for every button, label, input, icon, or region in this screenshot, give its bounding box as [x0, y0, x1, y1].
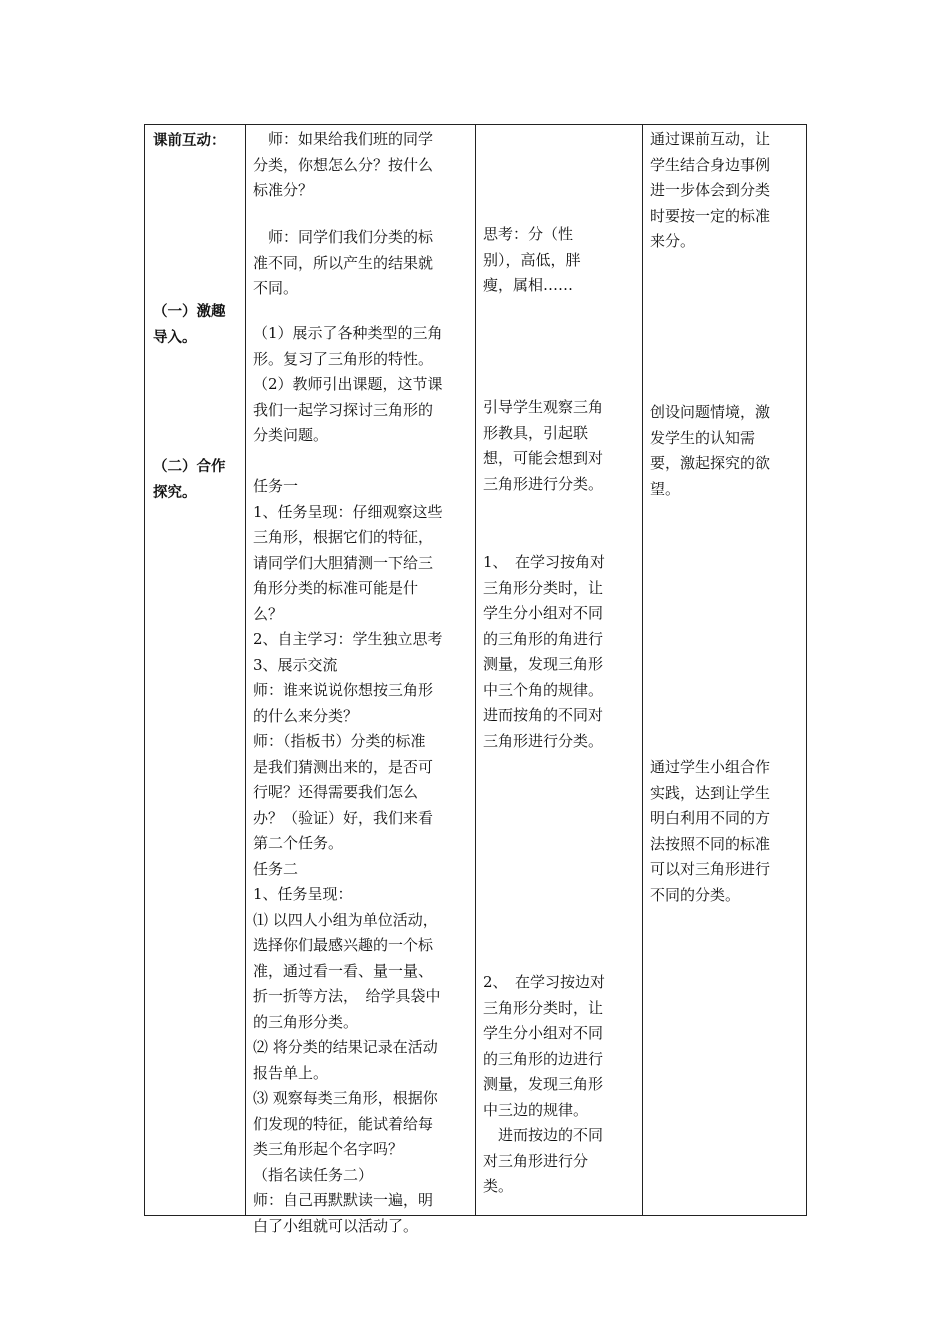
lesson-plan-table: [144, 124, 807, 1235]
stage-intro-label: 课前互动：: [153, 133, 226, 149]
text-line: 的三角形分类。: [253, 1012, 359, 1031]
text-line: 形教具，引起联: [483, 423, 589, 442]
column-divider: [245, 125, 246, 1215]
text-line: 三角形进行分类。: [483, 731, 604, 750]
teacher-question-block: [253, 127, 433, 204]
intent-interaction-block: [650, 127, 770, 255]
text-line: 准，通过看一看、量一量、: [253, 961, 434, 980]
text-line: 2、 在学习按边对: [483, 973, 606, 991]
text-line: 们发现的特征，能试着给每: [253, 1114, 434, 1133]
text-line: 不同的分类。: [650, 885, 741, 904]
text-line: 形。复习了三角形的特性。: [253, 349, 434, 368]
text-line: 想，可能会想到对: [483, 449, 604, 467]
text-line: 第二个任务。: [253, 834, 344, 852]
text-line: ⑶ 观察每类三角形，根据你: [253, 1089, 438, 1107]
text-line: 1、任务呈现：: [253, 885, 353, 903]
text-line: 类三角形起个名字吗？: [253, 1140, 404, 1158]
text-line: 角形分类的标准可能是什: [253, 579, 419, 597]
text-line: 中三个角的规律。: [483, 680, 604, 699]
text-line: 来分。: [650, 232, 696, 250]
text-line: 1、 在学习按角对: [483, 553, 606, 571]
text-line: 测量，发现三角形: [483, 655, 604, 673]
text-line: 要，激起探究的欲: [650, 454, 771, 472]
intent-cooperation-block: [650, 755, 770, 908]
text-line: 是我们猜测出来的，是否可: [253, 757, 434, 776]
text-line: 通过学生小组合作: [650, 758, 771, 776]
angle-classification-block: [483, 550, 605, 754]
text-line: 进而按边的不同: [483, 1126, 604, 1144]
text-line: 明白利用不同的方: [650, 809, 771, 827]
text-line: 进一步体会到分类: [650, 181, 771, 199]
text-line: 通过课前互动，让: [650, 130, 771, 148]
text-line: （1）展示了各种类型的三角: [253, 324, 443, 342]
text-line: 分类，你想怎么分？按什么: [253, 155, 434, 174]
text-line: 选择你们最感兴趣的一个标: [253, 936, 434, 954]
text-line: 师：同学们我们分类的标: [253, 228, 434, 246]
text-line: 学生结合身边事例: [650, 155, 771, 174]
text-line: 的三角形的边进行: [483, 1049, 604, 1068]
text-line: 望。: [650, 479, 681, 498]
text-line: 不同。: [253, 279, 299, 297]
text-line: 折一折等方法， 给学具袋中: [253, 987, 441, 1005]
student-thinking-block: [483, 222, 581, 299]
intent-situation-block: [650, 400, 770, 502]
text-line: 么？: [253, 604, 284, 623]
text-line: 标准分？: [253, 181, 314, 199]
text-line: 师：自己再默默读一遍，明: [253, 1191, 434, 1209]
text-line: 测量，发现三角形: [483, 1075, 604, 1093]
text-line: 类。: [483, 1177, 514, 1195]
text-line: 实践，达到让学生: [650, 783, 771, 802]
text-line: 三角形分类时，让: [483, 998, 604, 1017]
teaching-process-block: [253, 321, 443, 1239]
text-line: 思考：分（性: [483, 225, 574, 243]
text-line: 师：（指板书）分类的标准: [253, 732, 426, 750]
stage-two-label: [153, 455, 226, 506]
text-line: 办？（验证）好，我们来看: [253, 808, 434, 827]
text-line: 探究。: [153, 484, 197, 501]
text-line: 行呢？还得需要我们怎么: [253, 783, 419, 801]
text-line: 白了小组就可以活动了。: [253, 1216, 419, 1235]
column-divider: [475, 125, 476, 1215]
text-line: 别），高低，胖: [483, 250, 581, 269]
text-line: 师：如果给我们班的同学: [253, 130, 434, 148]
text-line: 三角形分类时，让: [483, 578, 604, 597]
side-classification-block: [483, 970, 605, 1200]
text-line: 时要按一定的标准: [650, 206, 771, 225]
text-line: 导入。: [153, 329, 197, 346]
text-line: 三角形，根据它们的特征，: [253, 528, 434, 546]
text-line: 准不同，所以产生的结果就: [253, 253, 434, 272]
text-line: 的三角形的角进行: [483, 629, 604, 648]
text-line: 学生分小组对不同: [483, 604, 604, 622]
text-line: 师：谁来说说你想按三角形: [253, 681, 434, 699]
text-line: 可以对三角形进行: [650, 860, 771, 878]
text-line: 1、任务呈现：仔细观察这些: [253, 502, 443, 521]
text-line: 法按照不同的标准: [650, 834, 771, 853]
text-line: 3、展示交流: [253, 655, 338, 674]
text-line: 引导学生观察三角: [483, 398, 604, 416]
text-line: 任务一: [253, 477, 299, 495]
text-line: 2、自主学习：学生独立思考: [253, 630, 443, 648]
text-line: [253, 449, 443, 475]
text-line: 三角形进行分类。: [483, 474, 604, 493]
text-line: 进而按角的不同对: [483, 706, 604, 724]
text-line: 瘦，属相……: [483, 276, 574, 294]
text-line: 任务二: [253, 859, 299, 878]
text-line: 发学生的认知需: [650, 428, 756, 447]
text-line: ⑵ 将分类的结果记录在活动: [253, 1038, 438, 1056]
text-line: 中三边的规律。: [483, 1100, 589, 1119]
text-line: 分类问题。: [253, 426, 329, 444]
teacher-remark-block: [253, 225, 433, 302]
text-line: （二）合作: [153, 459, 226, 475]
text-line: （一）激趣: [153, 304, 226, 320]
text-line: （指名读任务二）: [253, 1165, 374, 1184]
text-line: （2）教师引出课题，这节课: [253, 375, 443, 393]
observe-guidance-block: [483, 395, 603, 497]
text-line: 我们一起学习探讨三角形的: [253, 400, 434, 419]
column-divider: [642, 125, 643, 1215]
text-line: 学生分小组对不同: [483, 1024, 604, 1042]
text-line: ⑴ 以四人小组为单位活动，: [253, 910, 438, 929]
text-line: 报告单上。: [253, 1063, 329, 1082]
stage-one-label: [153, 300, 226, 351]
text-line: 请同学们大胆猜测一下给三: [253, 553, 434, 572]
text-line: 创设问题情境，激: [650, 403, 771, 421]
text-line: 的什么来分类？: [253, 706, 359, 725]
text-line: 对三角形进行分: [483, 1151, 589, 1170]
